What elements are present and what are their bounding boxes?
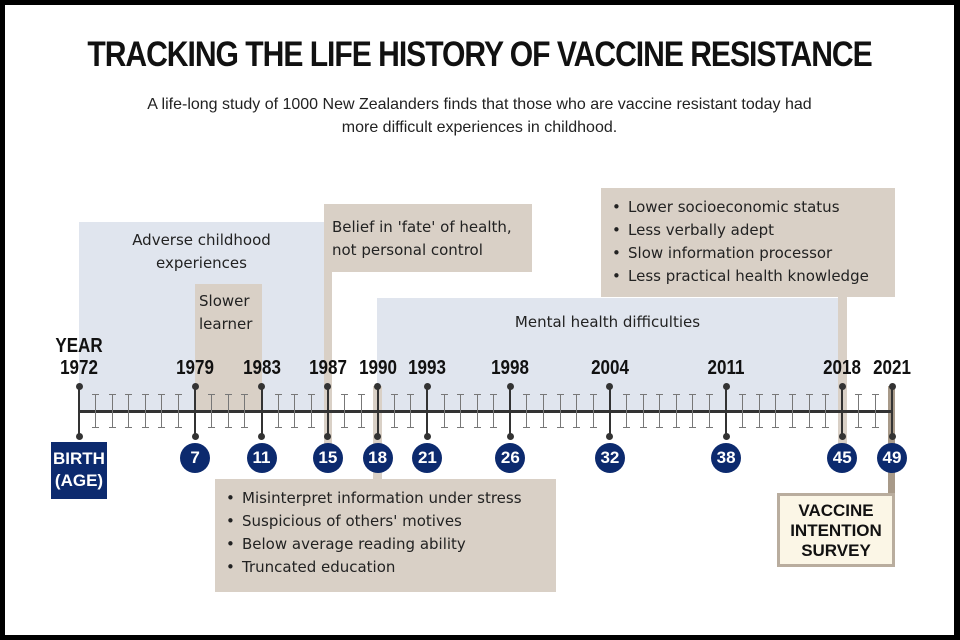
minor-tick (244, 394, 245, 428)
major-tick (377, 386, 379, 436)
age18-traits-list (226, 487, 522, 579)
major-tick (78, 386, 80, 436)
minor-tick (526, 394, 527, 428)
adverse-childhood-label: Adverse childhood experiences (132, 231, 271, 272)
year-label-1993: 1993 (408, 357, 447, 379)
age-badge-18: 18 (363, 443, 393, 473)
belief-label: Belief in 'fate' of health, not personal control (332, 218, 512, 259)
trait-item: • Lower socioeconomic status (612, 196, 869, 219)
tick-dot (258, 433, 265, 440)
tick-dot (839, 433, 846, 440)
minor-tick (643, 394, 644, 428)
year-label-1983: 1983 (242, 357, 281, 379)
minor-tick (858, 394, 859, 428)
major-tick (426, 386, 428, 436)
major-tick (261, 386, 263, 436)
year-label-2011: 2011 (707, 357, 745, 379)
birth-age-label: BIRTH (AGE) (51, 442, 107, 499)
tick-dot (723, 383, 730, 390)
tick-dot (507, 383, 514, 390)
minor-tick (692, 394, 693, 428)
tick-dot (606, 433, 613, 440)
trait-item: • Less practical health knowledge (612, 265, 869, 288)
slower-learner-label: Slower learner (199, 292, 253, 333)
tick-dot (889, 383, 896, 390)
minor-tick (95, 394, 96, 428)
minor-tick (825, 394, 826, 428)
minor-tick (792, 394, 793, 428)
minor-tick (543, 394, 544, 428)
year-label-1990: 1990 (358, 357, 397, 379)
minor-tick (809, 394, 810, 428)
minor-tick (228, 394, 229, 428)
tick-dot (889, 433, 896, 440)
minor-tick (211, 394, 212, 428)
minor-tick (112, 394, 113, 428)
year-label-1972: 1972 (60, 357, 98, 379)
major-tick (841, 386, 843, 436)
trait-item: • Slow information processor (612, 242, 869, 265)
major-tick (609, 386, 611, 436)
minor-tick (361, 394, 362, 428)
page-title: TRACKING THE LIFE HISTORY OF VACCINE RESISTANCE (87, 35, 872, 74)
trait-item: • Less verbally adept (612, 219, 869, 242)
vaccine-intention-survey-box: VACCINE INTENTION SURVEY (777, 493, 895, 567)
age45-traits-list (612, 196, 869, 288)
minor-tick (593, 394, 594, 428)
tick-dot (723, 433, 730, 440)
minor-tick (394, 394, 395, 428)
subtitle-line-1: A life-long study of 1000 New Zealanders finds that those who are vaccine resistant today had (147, 96, 812, 113)
minor-tick (278, 394, 279, 428)
mental-health-label: Mental health difficulties (514, 313, 701, 331)
tick-dot (507, 433, 514, 440)
year-axis-label: YEAR (55, 335, 103, 357)
minor-tick (676, 394, 677, 428)
minor-tick (875, 394, 876, 428)
year-label-1987: 1987 (308, 357, 347, 379)
year-label-2021: 2021 (873, 357, 911, 379)
age-badge-38: 38 (711, 443, 741, 473)
major-tick (327, 386, 329, 436)
age-badge-26: 26 (495, 443, 525, 473)
minor-tick (560, 394, 561, 428)
subtitle-line-2: more difficult experiences in childhood. (341, 119, 618, 136)
minor-tick (460, 394, 461, 428)
trait-item: • Truncated education (226, 556, 522, 579)
minor-tick (709, 394, 710, 428)
major-tick (194, 386, 196, 436)
minor-tick (178, 394, 179, 428)
age-badge-45: 45 (827, 443, 857, 473)
age-badge-21: 21 (412, 443, 442, 473)
tick-dot (424, 433, 431, 440)
minor-tick (493, 394, 494, 428)
minor-tick (576, 394, 577, 428)
tick-dot (192, 433, 199, 440)
minor-tick (128, 394, 129, 428)
age-badge-32: 32 (595, 443, 625, 473)
trait-item: • Below average reading ability (226, 533, 522, 556)
tick-dot (258, 383, 265, 390)
age-badge-49: 49 (877, 443, 907, 473)
year-label-1998: 1998 (491, 357, 530, 379)
age-badge-15: 15 (313, 443, 343, 473)
minor-tick (775, 394, 776, 428)
minor-tick (311, 394, 312, 428)
tick-dot (839, 383, 846, 390)
minor-tick (444, 394, 445, 428)
minor-tick (410, 394, 411, 428)
tick-dot (76, 433, 83, 440)
trait-item: • Suspicious of others' motives (226, 510, 522, 533)
tick-dot (76, 383, 83, 390)
year-label-2004: 2004 (591, 357, 629, 379)
axis-line (79, 410, 892, 413)
tick-dot (192, 383, 199, 390)
minor-tick (294, 394, 295, 428)
age-badge-7: 7 (180, 443, 210, 473)
minor-tick (626, 394, 627, 428)
minor-tick (659, 394, 660, 428)
major-tick (509, 386, 511, 436)
age-badge-11: 11 (247, 443, 277, 473)
trait-item: • Misinterpret information under stress (226, 487, 522, 510)
major-tick (891, 386, 893, 436)
major-tick (725, 386, 727, 436)
infographic (5, 5, 954, 635)
minor-tick (344, 394, 345, 428)
minor-tick (161, 394, 162, 428)
minor-tick (742, 394, 743, 428)
minor-tick (145, 394, 146, 428)
year-label-1979: 1979 (176, 357, 215, 379)
minor-tick (759, 394, 760, 428)
year-label-2018: 2018 (823, 357, 862, 379)
minor-tick (477, 394, 478, 428)
subtitle (5, 93, 954, 139)
tick-dot (424, 383, 431, 390)
